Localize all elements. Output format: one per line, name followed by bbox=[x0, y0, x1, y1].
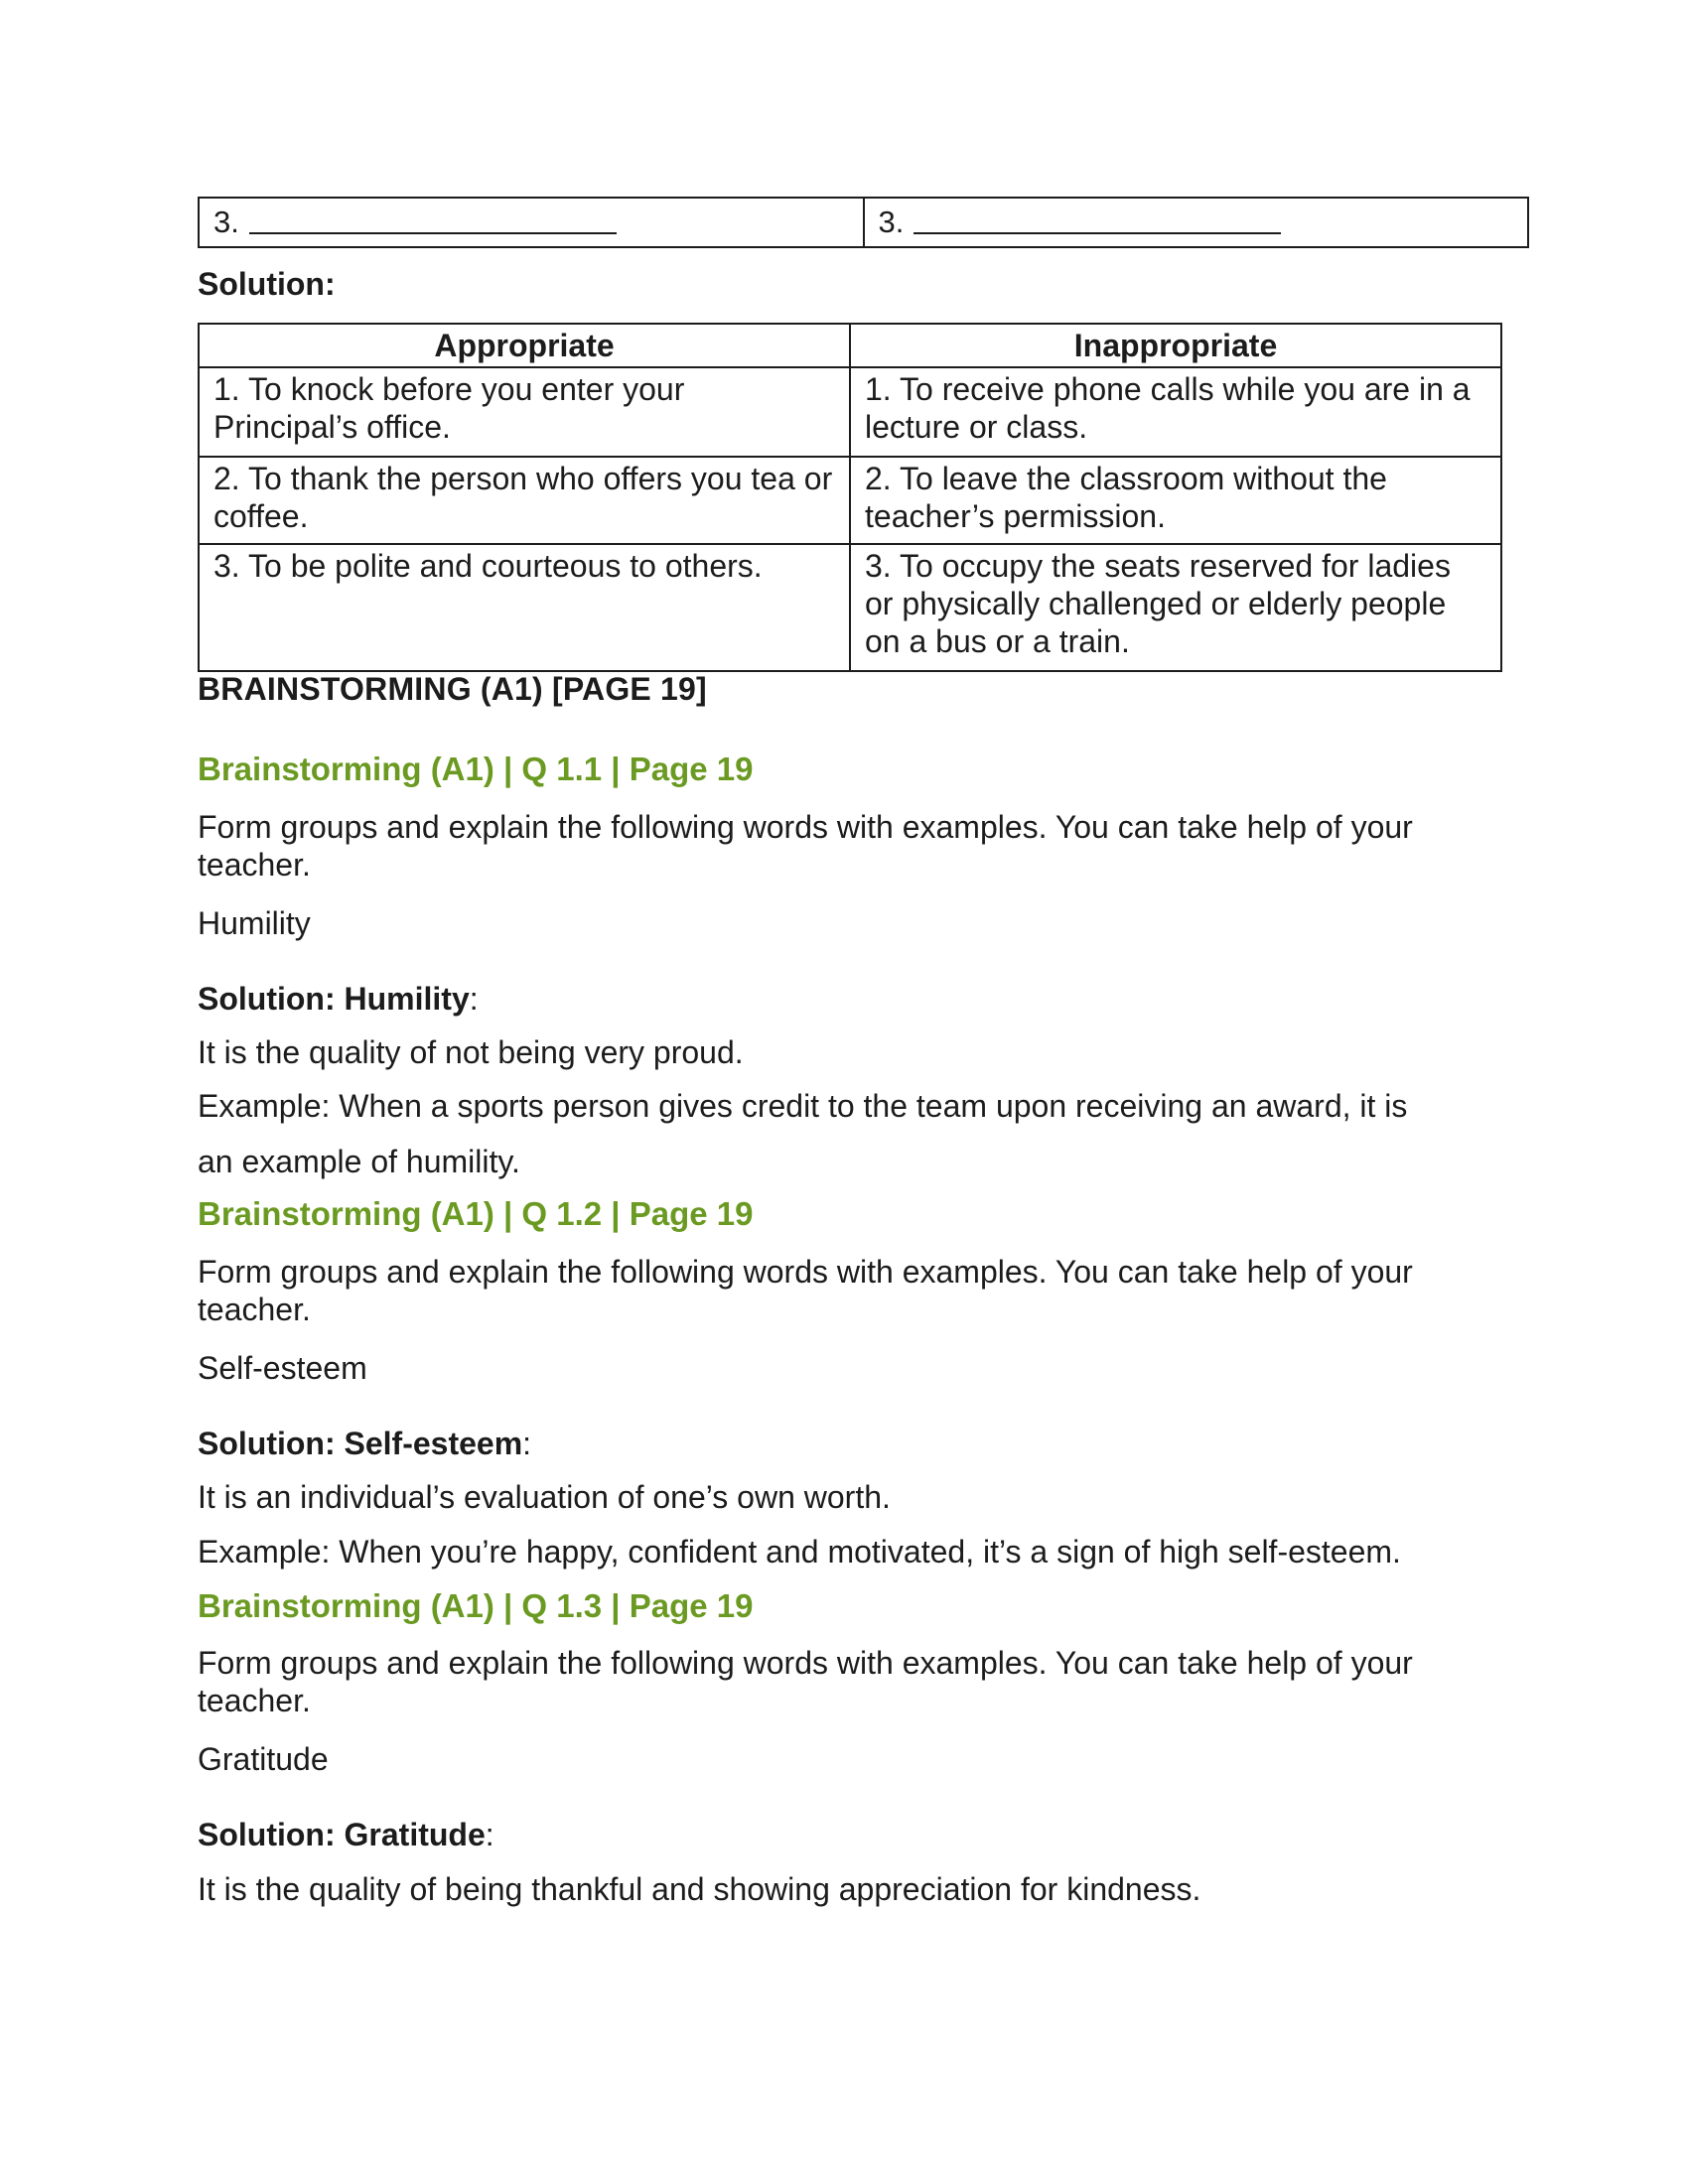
solution-heading bbox=[198, 1426, 531, 1462]
solution-text: an example of humility. bbox=[198, 1144, 520, 1179]
table-header-row bbox=[199, 324, 1501, 367]
solution-text: It is an individual’s evaluation of one’s own worth. bbox=[198, 1479, 891, 1515]
table-cell: 1. To knock before you enter your Principal’s office. bbox=[199, 367, 850, 457]
fill-in-number: 3. bbox=[878, 205, 905, 239]
solution-heading bbox=[198, 1817, 494, 1853]
table-header-appropriate: Appropriate bbox=[199, 324, 850, 367]
table-row bbox=[199, 367, 1501, 457]
table-row bbox=[199, 457, 1501, 544]
table-row bbox=[199, 544, 1501, 671]
solution-heading-label: Solution: Humility bbox=[198, 981, 470, 1017]
table-cell: 2. To leave the classroom without the teacher’s permission. bbox=[850, 457, 1501, 544]
solution-heading-label: Solution: Gratitude bbox=[198, 1817, 486, 1852]
question-word: Self-esteem bbox=[198, 1350, 367, 1386]
solution-text: Example: When a sports person gives credit to the team upon receiving an award, it is bbox=[198, 1088, 1408, 1124]
table-cell: 2. To thank the person who offers you tea or coffee. bbox=[199, 457, 850, 544]
section-heading: BRAINSTORMING (A1) [PAGE 19] bbox=[198, 671, 707, 707]
solution-heading-label: Solution: Self-esteem bbox=[198, 1426, 523, 1461]
table-header-inappropriate: Inappropriate bbox=[850, 324, 1501, 367]
solution-colon: : bbox=[522, 1426, 532, 1461]
fill-in-cell-left bbox=[200, 199, 863, 246]
blank-line bbox=[914, 199, 1281, 234]
question-word: Humility bbox=[198, 905, 311, 941]
question-heading: Brainstorming (A1) | Q 1.1 | Page 19 bbox=[198, 751, 754, 787]
solution-table bbox=[198, 323, 1502, 672]
table-cell: 3. To be polite and courteous to others. bbox=[199, 544, 850, 671]
solution-text: It is the quality of not being very proud. bbox=[198, 1034, 744, 1070]
solution-text: Example: When you’re happy, confident and motivated, it’s a sign of high self-esteem. bbox=[198, 1534, 1401, 1570]
solution-colon: : bbox=[485, 1817, 494, 1852]
question-heading: Brainstorming (A1) | Q 1.2 | Page 19 bbox=[198, 1195, 754, 1232]
question-prompt: Form groups and explain the following words with examples. You can take help of your teacher. bbox=[198, 1254, 1413, 1327]
question-prompt: Form groups and explain the following words with examples. You can take help of your teacher. bbox=[198, 809, 1413, 883]
table-cell: 3. To occupy the seats reserved for ladies or physically challenged or elderly people on a bus or a train. bbox=[850, 544, 1501, 671]
blank-line bbox=[249, 199, 617, 234]
solution-heading bbox=[198, 981, 479, 1018]
solution-colon: : bbox=[469, 981, 479, 1017]
fill-in-cell-right bbox=[863, 199, 1528, 246]
question-word: Gratitude bbox=[198, 1741, 329, 1777]
table-cell: 1. To receive phone calls while you are in a lecture or class. bbox=[850, 367, 1501, 457]
question-heading: Brainstorming (A1) | Q 1.3 | Page 19 bbox=[198, 1587, 754, 1624]
solution-label: Solution: bbox=[198, 266, 336, 302]
solution-text: It is the quality of being thankful and showing appreciation for kindness. bbox=[198, 1871, 1201, 1907]
fill-in-table bbox=[198, 197, 1529, 248]
question-prompt: Form groups and explain the following words with examples. You can take help of your teacher. bbox=[198, 1645, 1413, 1718]
fill-in-number: 3. bbox=[213, 205, 239, 239]
